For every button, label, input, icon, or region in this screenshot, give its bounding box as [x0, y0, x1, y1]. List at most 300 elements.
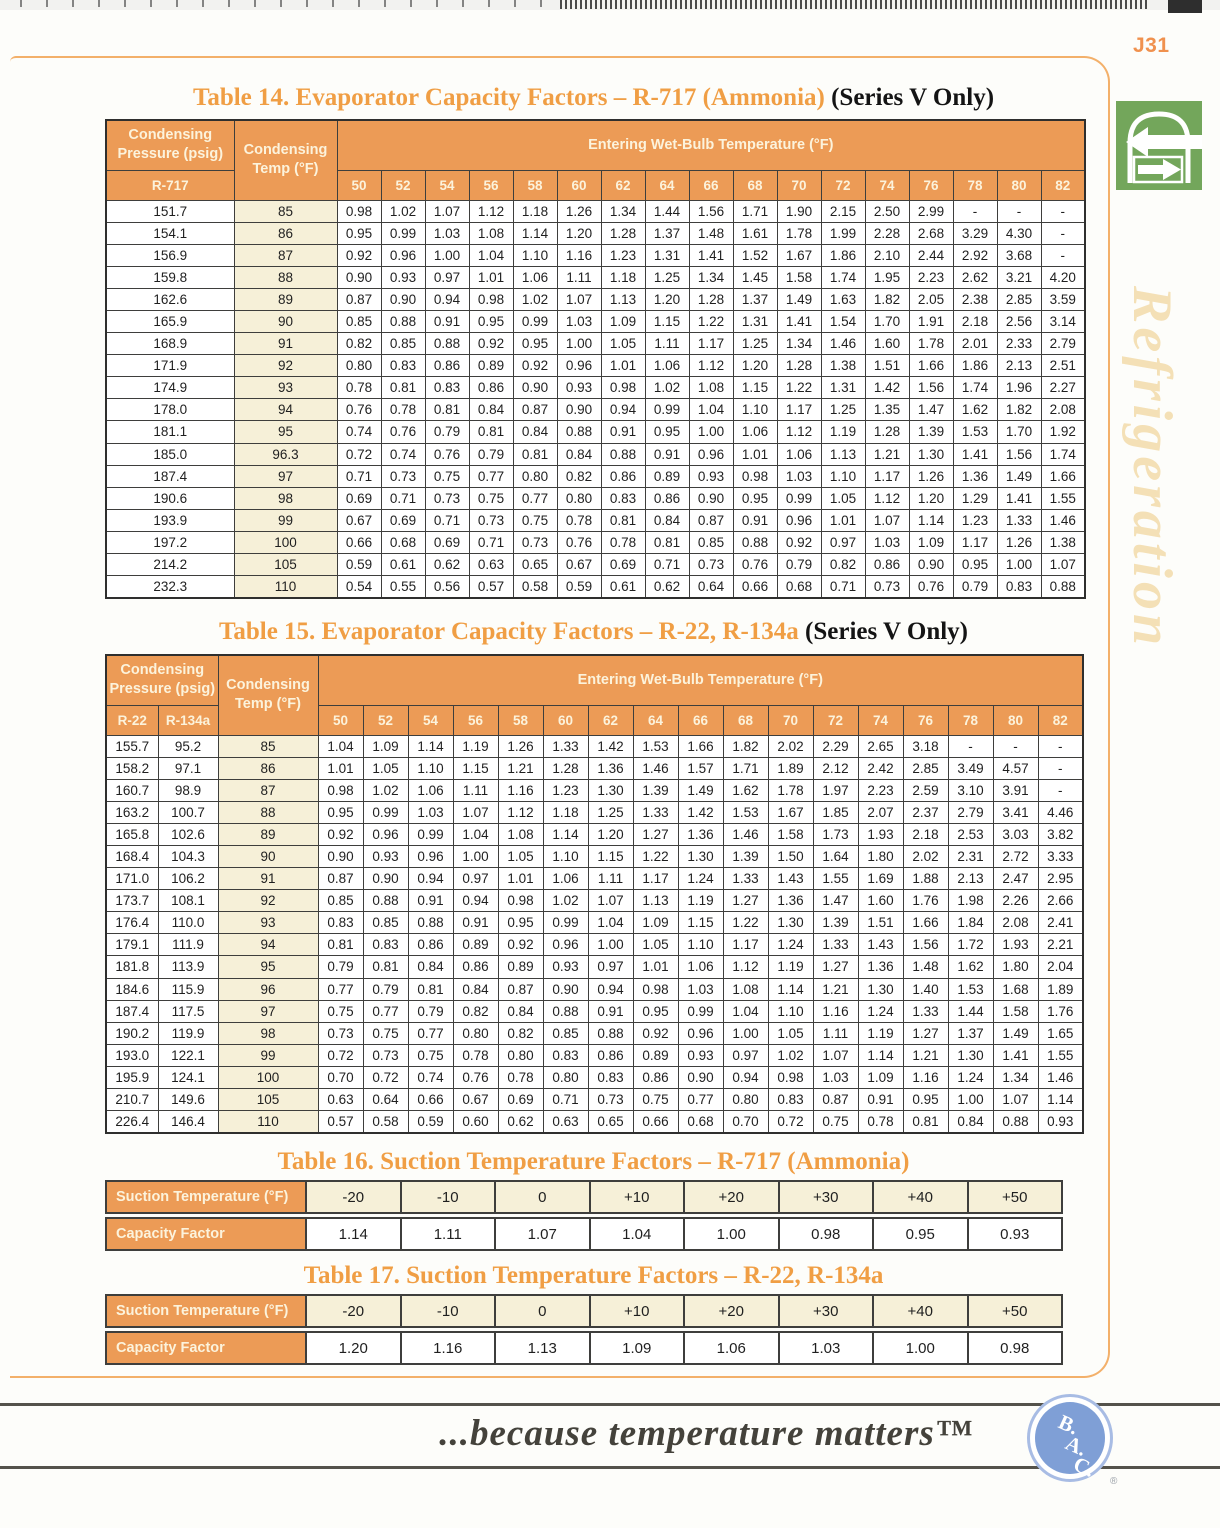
capacity-factor-cell: 1.23: [953, 509, 997, 531]
wbt-column-header: 62: [601, 170, 645, 200]
capacity-factor-cell: 1.14: [513, 222, 557, 244]
capacity-factor-cell: 0.58: [513, 576, 557, 598]
capacity-factor-cell: 2.72: [993, 845, 1038, 867]
capacity-factor-cell: 1.16: [813, 1000, 858, 1022]
capacity-factor-cell: 1.60: [858, 890, 903, 912]
suction-temp-cell: 0: [494, 1294, 591, 1328]
capacity-factor-cell: 1.23: [601, 244, 645, 266]
capacity-factor-cell: 1.02: [363, 779, 408, 801]
pressure-cell: 226.4: [106, 1111, 158, 1133]
table-row: [106, 1066, 1083, 1088]
capacity-factor-cell: 2.79: [948, 801, 993, 823]
wbt-column-header: 74: [865, 170, 909, 200]
capacity-factor-cell: 0.90: [381, 288, 425, 310]
capacity-factor-cell: 0.59: [557, 576, 601, 598]
capacity-factor-cell: 1.07: [993, 1089, 1038, 1111]
capacity-factor-cell: 4.30: [997, 222, 1041, 244]
table-17-title-text: Table 17. Suction Temperature Factors – R-22, R-134a: [303, 1262, 884, 1289]
capacity-factor-cell: 3.68: [997, 244, 1041, 266]
capacity-factor-cell: 1.29: [953, 487, 997, 509]
wbt-column-header: 64: [645, 170, 689, 200]
capacity-factor-cell: 1.13: [494, 1331, 591, 1365]
capacity-factor-cell: 0.69: [498, 1089, 543, 1111]
capacity-factor-cell: 0.86: [588, 1044, 633, 1066]
capacity-factor-cell: 1.31: [645, 244, 689, 266]
capacity-factor-cell: 1.66: [1041, 465, 1085, 487]
capacity-factor-cell: 0.92: [469, 333, 513, 355]
capacity-factor-cell: 0.79: [777, 554, 821, 576]
table-row: [106, 377, 1085, 399]
table-row: [106, 890, 1083, 912]
condensing-temp-cell: 98: [234, 487, 337, 509]
capacity-factor-cell: 1.04: [453, 823, 498, 845]
suction-temp-cell: +50: [967, 1294, 1064, 1328]
capacity-factor-cell: 0.86: [453, 956, 498, 978]
table-row: [106, 576, 1085, 598]
capacity-factor-cell: 1.08: [689, 377, 733, 399]
capacity-factor-cell: 1.17: [723, 934, 768, 956]
table-row: [106, 200, 1085, 222]
condensing-temp-cell: 88: [218, 801, 318, 823]
capacity-factor-cell: 1.33: [997, 509, 1041, 531]
capacity-factor-cell: 0.92: [513, 355, 557, 377]
capacity-factor-cell: 0.96: [381, 244, 425, 266]
capacity-factor-cell: 1.20: [733, 355, 777, 377]
capacity-factor-cell: 1.19: [453, 735, 498, 757]
capacity-factor-cell: 1.74: [821, 266, 865, 288]
table-14: [105, 119, 1086, 599]
capacity-factor-cell: 1.41: [997, 487, 1041, 509]
capacity-factor-cell: 2.13: [997, 355, 1041, 377]
capacity-factor-cell: 0.97: [723, 1044, 768, 1066]
capacity-factor-cell: 1.58: [993, 1000, 1038, 1022]
capacity-factor-cell: 3.82: [1038, 823, 1083, 845]
capacity-factor-cell: 1.02: [645, 377, 689, 399]
table-16: [105, 1180, 1063, 1251]
capacity-factor-cell: 1.00: [948, 1089, 993, 1111]
capacity-factor-cell: 1.28: [777, 355, 821, 377]
capacity-factor-cell: 0.74: [337, 421, 381, 443]
capacity-factor-cell: 1.57: [678, 757, 723, 779]
capacity-factor-cell: 0.87: [498, 978, 543, 1000]
capacity-factor-cell: 1.24: [948, 1066, 993, 1088]
wbt-column-header: 72: [813, 705, 858, 735]
condensing-temp-cell: 98: [218, 1022, 318, 1044]
capacity-factor-cell: 1.01: [318, 757, 363, 779]
capacity-factor-cell: 2.56: [997, 310, 1041, 332]
capacity-factor-cell: 2.02: [903, 845, 948, 867]
capacity-factor-cell: 0.99: [678, 1000, 723, 1022]
pressure-cell: 113.9: [158, 956, 218, 978]
capacity-factor-cell: 0.86: [408, 934, 453, 956]
capacity-factor-cell: 1.71: [723, 757, 768, 779]
capacity-factor-cell: 0.75: [318, 1000, 363, 1022]
capacity-factor-cell: 1.14: [858, 1044, 903, 1066]
capacity-factor-cell: 1.00: [453, 845, 498, 867]
condensing-temp-cell: 87: [218, 779, 318, 801]
capacity-factor-cell: 0.84: [645, 509, 689, 531]
condensing-temp-cell: 93: [234, 377, 337, 399]
capacity-factor-cell: 0.76: [425, 443, 469, 465]
capacity-factor-cell: 1.62: [953, 399, 997, 421]
capacity-factor-cell: 0.86: [645, 487, 689, 509]
capacity-factor-cell: 0.88: [733, 531, 777, 553]
condensing-temp-cell: 96.3: [234, 443, 337, 465]
capacity-factor-cell: 1.33: [723, 868, 768, 890]
capacity-factor-cell: 0.84: [948, 1111, 993, 1133]
capacity-factor-cell: 1.07: [425, 200, 469, 222]
pressure-cell: 187.4: [106, 465, 234, 487]
capacity-factor-cell: 1.53: [953, 421, 997, 443]
capacity-factor-cell: 0.95: [318, 801, 363, 823]
capacity-factor-cell: 0.90: [363, 868, 408, 890]
wbt-column-header: 66: [689, 170, 733, 200]
capacity-factor-row: [105, 1331, 1063, 1365]
table-15-body: [106, 735, 1083, 1133]
capacity-factor-cell: 0.69: [601, 554, 645, 576]
table-row: [106, 421, 1085, 443]
capacity-factor-cell: 1.05: [821, 487, 865, 509]
capacity-factor-cell: 0.81: [645, 531, 689, 553]
capacity-factor-cell: 1.09: [909, 531, 953, 553]
capacity-factor-cell: 1.36: [588, 757, 633, 779]
capacity-factor-cell: 1.41: [953, 443, 997, 465]
condensing-temp-cell: 94: [218, 934, 318, 956]
capacity-factor-cell: 1.05: [768, 1022, 813, 1044]
capacity-factor-cell: 0.67: [557, 554, 601, 576]
capacity-factor-cell: 1.14: [1038, 1089, 1083, 1111]
capacity-factor-cell: 1.16: [903, 1066, 948, 1088]
capacity-factor-cell: 0.69: [337, 487, 381, 509]
capacity-factor-cell: 0.92: [498, 934, 543, 956]
capacity-factor-cell: 1.09: [601, 310, 645, 332]
capacity-factor-cell: 1.78: [768, 779, 813, 801]
capacity-factor-cell: 0.54: [337, 576, 381, 598]
table-row: [106, 868, 1083, 890]
capacity-factor-cell: 3.03: [993, 823, 1038, 845]
capacity-factor-cell: 1.25: [733, 333, 777, 355]
capacity-factor-cell: 0.69: [381, 509, 425, 531]
capacity-factor-cell: -: [1038, 735, 1083, 757]
capacity-factor-cell: 0.75: [469, 487, 513, 509]
pressure-cell: 97.1: [158, 757, 218, 779]
capacity-factor-cell: 0.85: [318, 890, 363, 912]
capacity-factor-cell: 0.78: [337, 377, 381, 399]
capacity-factor-cell: 1.30: [768, 912, 813, 934]
capacity-factor-cell: 0.99: [645, 399, 689, 421]
capacity-factor-row: [105, 1217, 1063, 1251]
capacity-factor-cell: 1.47: [813, 890, 858, 912]
condensing-temp-cell: 105: [234, 554, 337, 576]
capacity-factor-cell: 0.72: [363, 1066, 408, 1088]
capacity-factor-cell: 1.03: [678, 978, 723, 1000]
condensing-temp-cell: 86: [234, 222, 337, 244]
capacity-factor-cell: 0.84: [498, 1000, 543, 1022]
capacity-factor-cell: 0.94: [588, 978, 633, 1000]
capacity-factor-cell: -: [953, 200, 997, 222]
capacity-factor-cell: 1.86: [821, 244, 865, 266]
capacity-factor-cell: 0.89: [453, 934, 498, 956]
suction-temp-cell: -10: [400, 1180, 497, 1214]
table-row: [106, 443, 1085, 465]
capacity-factor-cell: 0.96: [777, 509, 821, 531]
capacity-factor-cell: 4.46: [1038, 801, 1083, 823]
table-14-title-suffix: (Series V Only): [831, 84, 995, 111]
svg-text:C.: C.: [1069, 1451, 1099, 1482]
capacity-factor-cell: 1.40: [903, 978, 948, 1000]
capacity-factor-cell: 0.71: [337, 465, 381, 487]
capacity-factor-cell: 1.46: [1041, 509, 1085, 531]
pressure-cell: 190.6: [106, 487, 234, 509]
capacity-factor-cell: 1.39: [723, 845, 768, 867]
capacity-factor-cell: 1.25: [645, 266, 689, 288]
condensing-temp-cell: 99: [218, 1044, 318, 1066]
condensing-temp-cell: 99: [234, 509, 337, 531]
capacity-factor-cell: 0.95: [633, 1000, 678, 1022]
capacity-factor-cell: 1.17: [865, 465, 909, 487]
capacity-factor-cell: 0.89: [469, 355, 513, 377]
capacity-factor-cell: 1.11: [588, 868, 633, 890]
capacity-factor-cell: 0.85: [543, 1022, 588, 1044]
wbt-column-header: 76: [903, 705, 948, 735]
suction-temp-cell: +20: [683, 1180, 780, 1214]
table-14-title-main: Table 14. Evaporator Capacity Factors – R-717 (Ammonia): [192, 84, 832, 111]
capacity-factor-cell: 0.88: [601, 443, 645, 465]
capacity-factor-cell: 1.28: [601, 222, 645, 244]
capacity-factor-cell: 2.65: [858, 735, 903, 757]
capacity-factor-cell: 3.33: [1038, 845, 1083, 867]
capacity-factor-cell: 2.21: [1038, 934, 1083, 956]
wbt-column-header: 82: [1038, 705, 1083, 735]
capacity-factor-cell: 0.70: [723, 1111, 768, 1133]
capacity-factor-cell: 1.18: [543, 801, 588, 823]
capacity-factor-cell: 1.37: [733, 288, 777, 310]
condensing-temp-cell: 92: [234, 355, 337, 377]
capacity-factor-cell: 0.83: [601, 487, 645, 509]
capacity-factor-cell: 0.95: [872, 1217, 969, 1251]
wbt-column-header: 72: [821, 170, 865, 200]
capacity-factor-cell: 2.42: [858, 757, 903, 779]
capacity-factor-cell: 1.22: [777, 377, 821, 399]
capacity-factor-cell: 1.10: [733, 399, 777, 421]
capacity-factor-cell: 1.51: [858, 912, 903, 934]
capacity-factor-cell: 0.90: [543, 978, 588, 1000]
pressure-cell: 165.8: [106, 823, 158, 845]
wbt-column-header: 66: [678, 705, 723, 735]
capacity-factor-cell: 2.44: [909, 244, 953, 266]
table-row: [106, 934, 1083, 956]
capacity-factor-cell: 2.08: [1041, 399, 1085, 421]
capacity-factor-cell: 1.53: [723, 801, 768, 823]
table-16-title: [105, 1148, 1082, 1176]
capacity-factor-cell: 1.46: [1038, 1066, 1083, 1088]
pressure-cell: 176.4: [106, 912, 158, 934]
capacity-factor-cell: 1.02: [768, 1044, 813, 1066]
capacity-factor-cell: 2.68: [909, 222, 953, 244]
capacity-factor-cell: 1.10: [543, 845, 588, 867]
capacity-factor-cell: 1.90: [777, 200, 821, 222]
capacity-factor-cell: 1.80: [858, 845, 903, 867]
capacity-factor-cell: 1.33: [633, 801, 678, 823]
capacity-factor-cell: 2.38: [953, 288, 997, 310]
capacity-factor-cell: 1.07: [1041, 554, 1085, 576]
capacity-factor-cell: 1.49: [777, 288, 821, 310]
capacity-factor-cell: 0.91: [453, 912, 498, 934]
pressure-cell: 214.2: [106, 554, 234, 576]
capacity-factor-cell: 1.18: [513, 200, 557, 222]
condensing-temp-cell: 89: [218, 823, 318, 845]
capacity-factor-cell: 0.95: [645, 421, 689, 443]
capacity-factor-cell: 1.96: [997, 377, 1041, 399]
capacity-factor-cell: 1.93: [993, 934, 1038, 956]
capacity-factor-cell: 1.24: [768, 934, 813, 956]
capacity-factor-cell: 1.01: [633, 956, 678, 978]
wbt-column-header: 58: [513, 170, 557, 200]
capacity-factor-cell: 1.04: [723, 1000, 768, 1022]
capacity-factor-cell: 2.27: [1041, 377, 1085, 399]
wbt-column-header: 70: [777, 170, 821, 200]
capacity-factor-cell: 1.03: [408, 801, 453, 823]
capacity-factor-cell: 1.60: [865, 333, 909, 355]
capacity-factor-cell: 1.85: [813, 801, 858, 823]
capacity-factor-cell: 1.52: [733, 244, 777, 266]
capacity-factor-cell: 1.07: [865, 509, 909, 531]
condensing-temp-cell: 85: [234, 200, 337, 222]
capacity-factor-cell: 0.93: [678, 1044, 723, 1066]
capacity-factor-cell: 1.04: [589, 1217, 686, 1251]
wbt-column-header: 64: [633, 705, 678, 735]
page-number: J31: [1133, 34, 1170, 57]
capacity-factor-cell: 0.63: [469, 554, 513, 576]
condensing-temp-cell: 90: [218, 845, 318, 867]
capacity-factor-cell: 0.71: [425, 509, 469, 531]
capacity-factor-cell: 1.35: [865, 399, 909, 421]
capacity-factor-cell: 0.82: [821, 554, 865, 576]
capacity-factor-cell: 1.01: [733, 443, 777, 465]
condensing-temp-cell: 97: [218, 1000, 318, 1022]
capacity-factor-cell: 0.62: [425, 554, 469, 576]
capacity-factor-cell: 1.15: [645, 310, 689, 332]
wbt-column-header: 60: [557, 170, 601, 200]
capacity-factor-cell: 0.66: [633, 1111, 678, 1133]
wbt-column-header: 52: [381, 170, 425, 200]
refrigeration-side-label: Refrigeration: [1121, 286, 1183, 650]
suction-temp-cell: +10: [589, 1294, 686, 1328]
table-17: [105, 1294, 1063, 1365]
pressure-cell: 156.9: [106, 244, 234, 266]
capacity-factor-cell: 2.23: [909, 266, 953, 288]
capacity-factor-cell: 1.58: [768, 823, 813, 845]
capacity-factor-cell: 2.07: [858, 801, 903, 823]
table-row: [106, 509, 1085, 531]
capacity-factor-cell: 0.84: [513, 421, 557, 443]
capacity-factor-cell: 1.09: [363, 735, 408, 757]
capacity-factor-cell: 2.04: [1038, 956, 1083, 978]
capacity-factor-cell: 2.51: [1041, 355, 1085, 377]
capacity-factor-cell: 0.56: [425, 576, 469, 598]
table-15-title-suffix: (Series V Only): [805, 618, 969, 645]
capacity-factor-cell: 0.87: [337, 288, 381, 310]
capacity-factor-cell: 1.06: [543, 868, 588, 890]
capacity-factor-cell: 2.53: [948, 823, 993, 845]
condensing-temp-cell: 86: [218, 757, 318, 779]
capacity-factor-cell: -: [1041, 244, 1085, 266]
capacity-factor-cell: 1.10: [513, 244, 557, 266]
capacity-factor-cell: 0.81: [513, 443, 557, 465]
capacity-factor-cell: 1.51: [865, 355, 909, 377]
capacity-factor-cell: 0.67: [453, 1089, 498, 1111]
capacity-factor-cell: 3.10: [948, 779, 993, 801]
capacity-factor-cell: 1.89: [1038, 978, 1083, 1000]
capacity-factor-cell: 0.80: [337, 355, 381, 377]
capacity-factor-cell: 1.05: [601, 333, 645, 355]
capacity-factor-cell: 1.56: [689, 200, 733, 222]
capacity-factor-cell: 1.41: [777, 310, 821, 332]
capacity-factor-cell: 1.21: [813, 978, 858, 1000]
capacity-factor-cell: 0.67: [337, 509, 381, 531]
table-14-body: [106, 200, 1085, 598]
capacity-factor-cell: 1.34: [777, 333, 821, 355]
capacity-factor-cell: 1.07: [453, 801, 498, 823]
capacity-factor-cell: 0.57: [318, 1111, 363, 1133]
pressure-cell: 185.0: [106, 443, 234, 465]
capacity-factor-cell: -: [948, 735, 993, 757]
capacity-factor-cell: 0.88: [408, 912, 453, 934]
wbt-column-header: 60: [543, 705, 588, 735]
capacity-factor-cell: 1.37: [645, 222, 689, 244]
capacity-factor-cell: 0.93: [381, 266, 425, 288]
capacity-factor-cell: 2.05: [909, 288, 953, 310]
capacity-factor-cell: 1.69: [858, 868, 903, 890]
row-label: Capacity Factor: [105, 1217, 307, 1251]
pressure-cell: 104.3: [158, 845, 218, 867]
wbt-column-header: 80: [997, 170, 1041, 200]
capacity-factor-cell: 1.26: [909, 465, 953, 487]
capacity-factor-cell: 1.48: [689, 222, 733, 244]
capacity-factor-cell: 3.29: [953, 222, 997, 244]
table-row: [106, 1111, 1083, 1133]
capacity-factor-cell: 1.14: [543, 823, 588, 845]
capacity-factor-cell: 1.31: [821, 377, 865, 399]
pressure-cell: 181.8: [106, 956, 158, 978]
capacity-factor-cell: 0.63: [318, 1089, 363, 1111]
capacity-factor-cell: 0.92: [777, 531, 821, 553]
capacity-factor-cell: 0.93: [557, 377, 601, 399]
capacity-factor-cell: 1.03: [778, 1331, 875, 1365]
capacity-factor-cell: 0.95: [953, 554, 997, 576]
capacity-factor-cell: 1.41: [689, 244, 733, 266]
capacity-factor-cell: 1.19: [821, 421, 865, 443]
table-15-title: [105, 618, 1082, 646]
capacity-factor-cell: 0.70: [318, 1066, 363, 1088]
wbt-column-header: 62: [588, 705, 633, 735]
capacity-factor-cell: 0.73: [865, 576, 909, 598]
capacity-factor-cell: 1.88: [903, 868, 948, 890]
capacity-factor-cell: 2.92: [953, 244, 997, 266]
capacity-factor-cell: 0.92: [337, 244, 381, 266]
capacity-factor-cell: 1.20: [909, 487, 953, 509]
capacity-factor-cell: 0.88: [588, 1022, 633, 1044]
capacity-factor-cell: 3.91: [993, 779, 1038, 801]
pressure-cell: 232.3: [106, 576, 234, 598]
table-row: [106, 1022, 1083, 1044]
capacity-factor-cell: 0.94: [453, 890, 498, 912]
capacity-factor-cell: 0.66: [337, 531, 381, 553]
table-row: [106, 845, 1083, 867]
table-row: [106, 554, 1085, 576]
capacity-factor-cell: 1.17: [633, 868, 678, 890]
capacity-factor-cell: 0.98: [469, 288, 513, 310]
